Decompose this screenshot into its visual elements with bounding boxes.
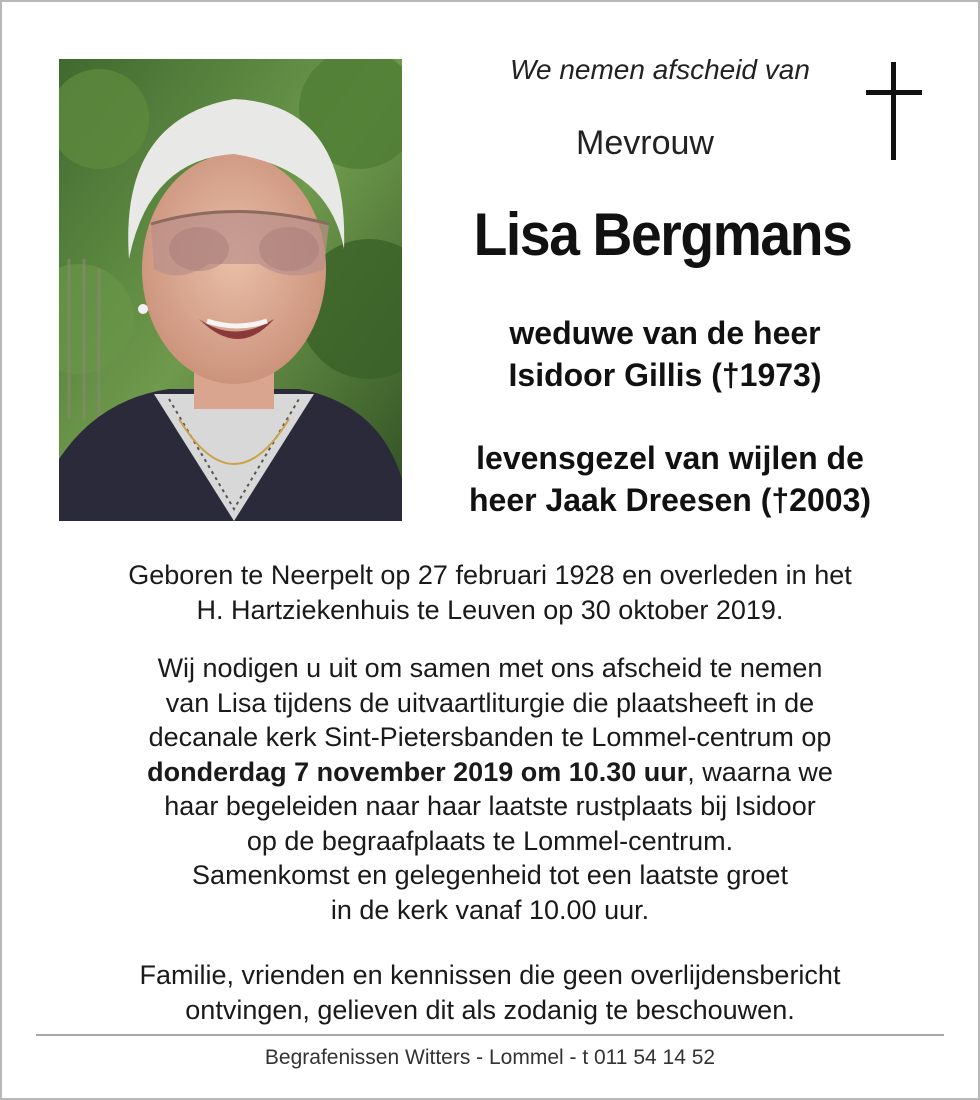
date-tail: , waarna we: [687, 756, 833, 787]
text-line: ontvingen, gelieven dit als zodanig te beschouwen.: [185, 994, 795, 1025]
text-line: Wij nodigen u uit om samen met ons afscheid te nemen: [157, 653, 823, 683]
text-line: Samenkomst en gelegenheid tot een laatste groet: [192, 860, 788, 890]
funeral-home-footer: Begrafenissen Witters - Lommel - t 011 54 14 52: [264, 1046, 716, 1069]
text-line: van Lisa tijdens de uitvaartliturgie die plaatsheeft in de: [165, 687, 815, 718]
footer-divider: [36, 1034, 944, 1036]
text-line: H. Hartziekenhuis te Leuven op 30 oktober 2019.: [196, 594, 784, 625]
text-line: Familie, vrienden en kennissen die geen overlijdensbericht: [139, 960, 841, 990]
relation-line: weduwe van de heer: [509, 315, 821, 351]
funeral-invitation-paragraph: [40, 651, 940, 927]
partner-relation: [420, 437, 920, 521]
portrait-photo: [59, 59, 402, 521]
text-line: in de kerk vanaf 10.00 uur.: [330, 894, 650, 925]
text-line: Geboren te Neerpelt op 27 februari 1928 en overleden in het: [128, 560, 852, 590]
text-line: haar begeleiden naar haar laatste rustplaats bij Isidoor: [164, 791, 816, 821]
relation-line: levensgezel van wijlen de: [476, 440, 864, 476]
relation-line: Isidoor Gillis (†1973): [508, 357, 822, 393]
family-note-paragraph: [40, 958, 940, 1027]
text-line: decanale kerk Sint-Pietersbanden te Lommel-centrum op: [148, 722, 832, 752]
birth-death-paragraph: [40, 558, 940, 627]
relation-line: heer Jaak Dreesen (†2003): [468, 482, 872, 518]
deceased-name: Lisa Bergmans: [473, 201, 852, 268]
honorific: Mevrouw: [576, 124, 714, 162]
text-line: [40, 755, 940, 790]
text-line: op de begraafplaats te Lommel-centrum.: [246, 825, 734, 856]
spouse-relation: [440, 312, 890, 396]
funeral-date: donderdag 7 november 2019 om 10.30 uur: [147, 756, 688, 787]
intro-line: We nemen afscheid van: [510, 54, 810, 85]
